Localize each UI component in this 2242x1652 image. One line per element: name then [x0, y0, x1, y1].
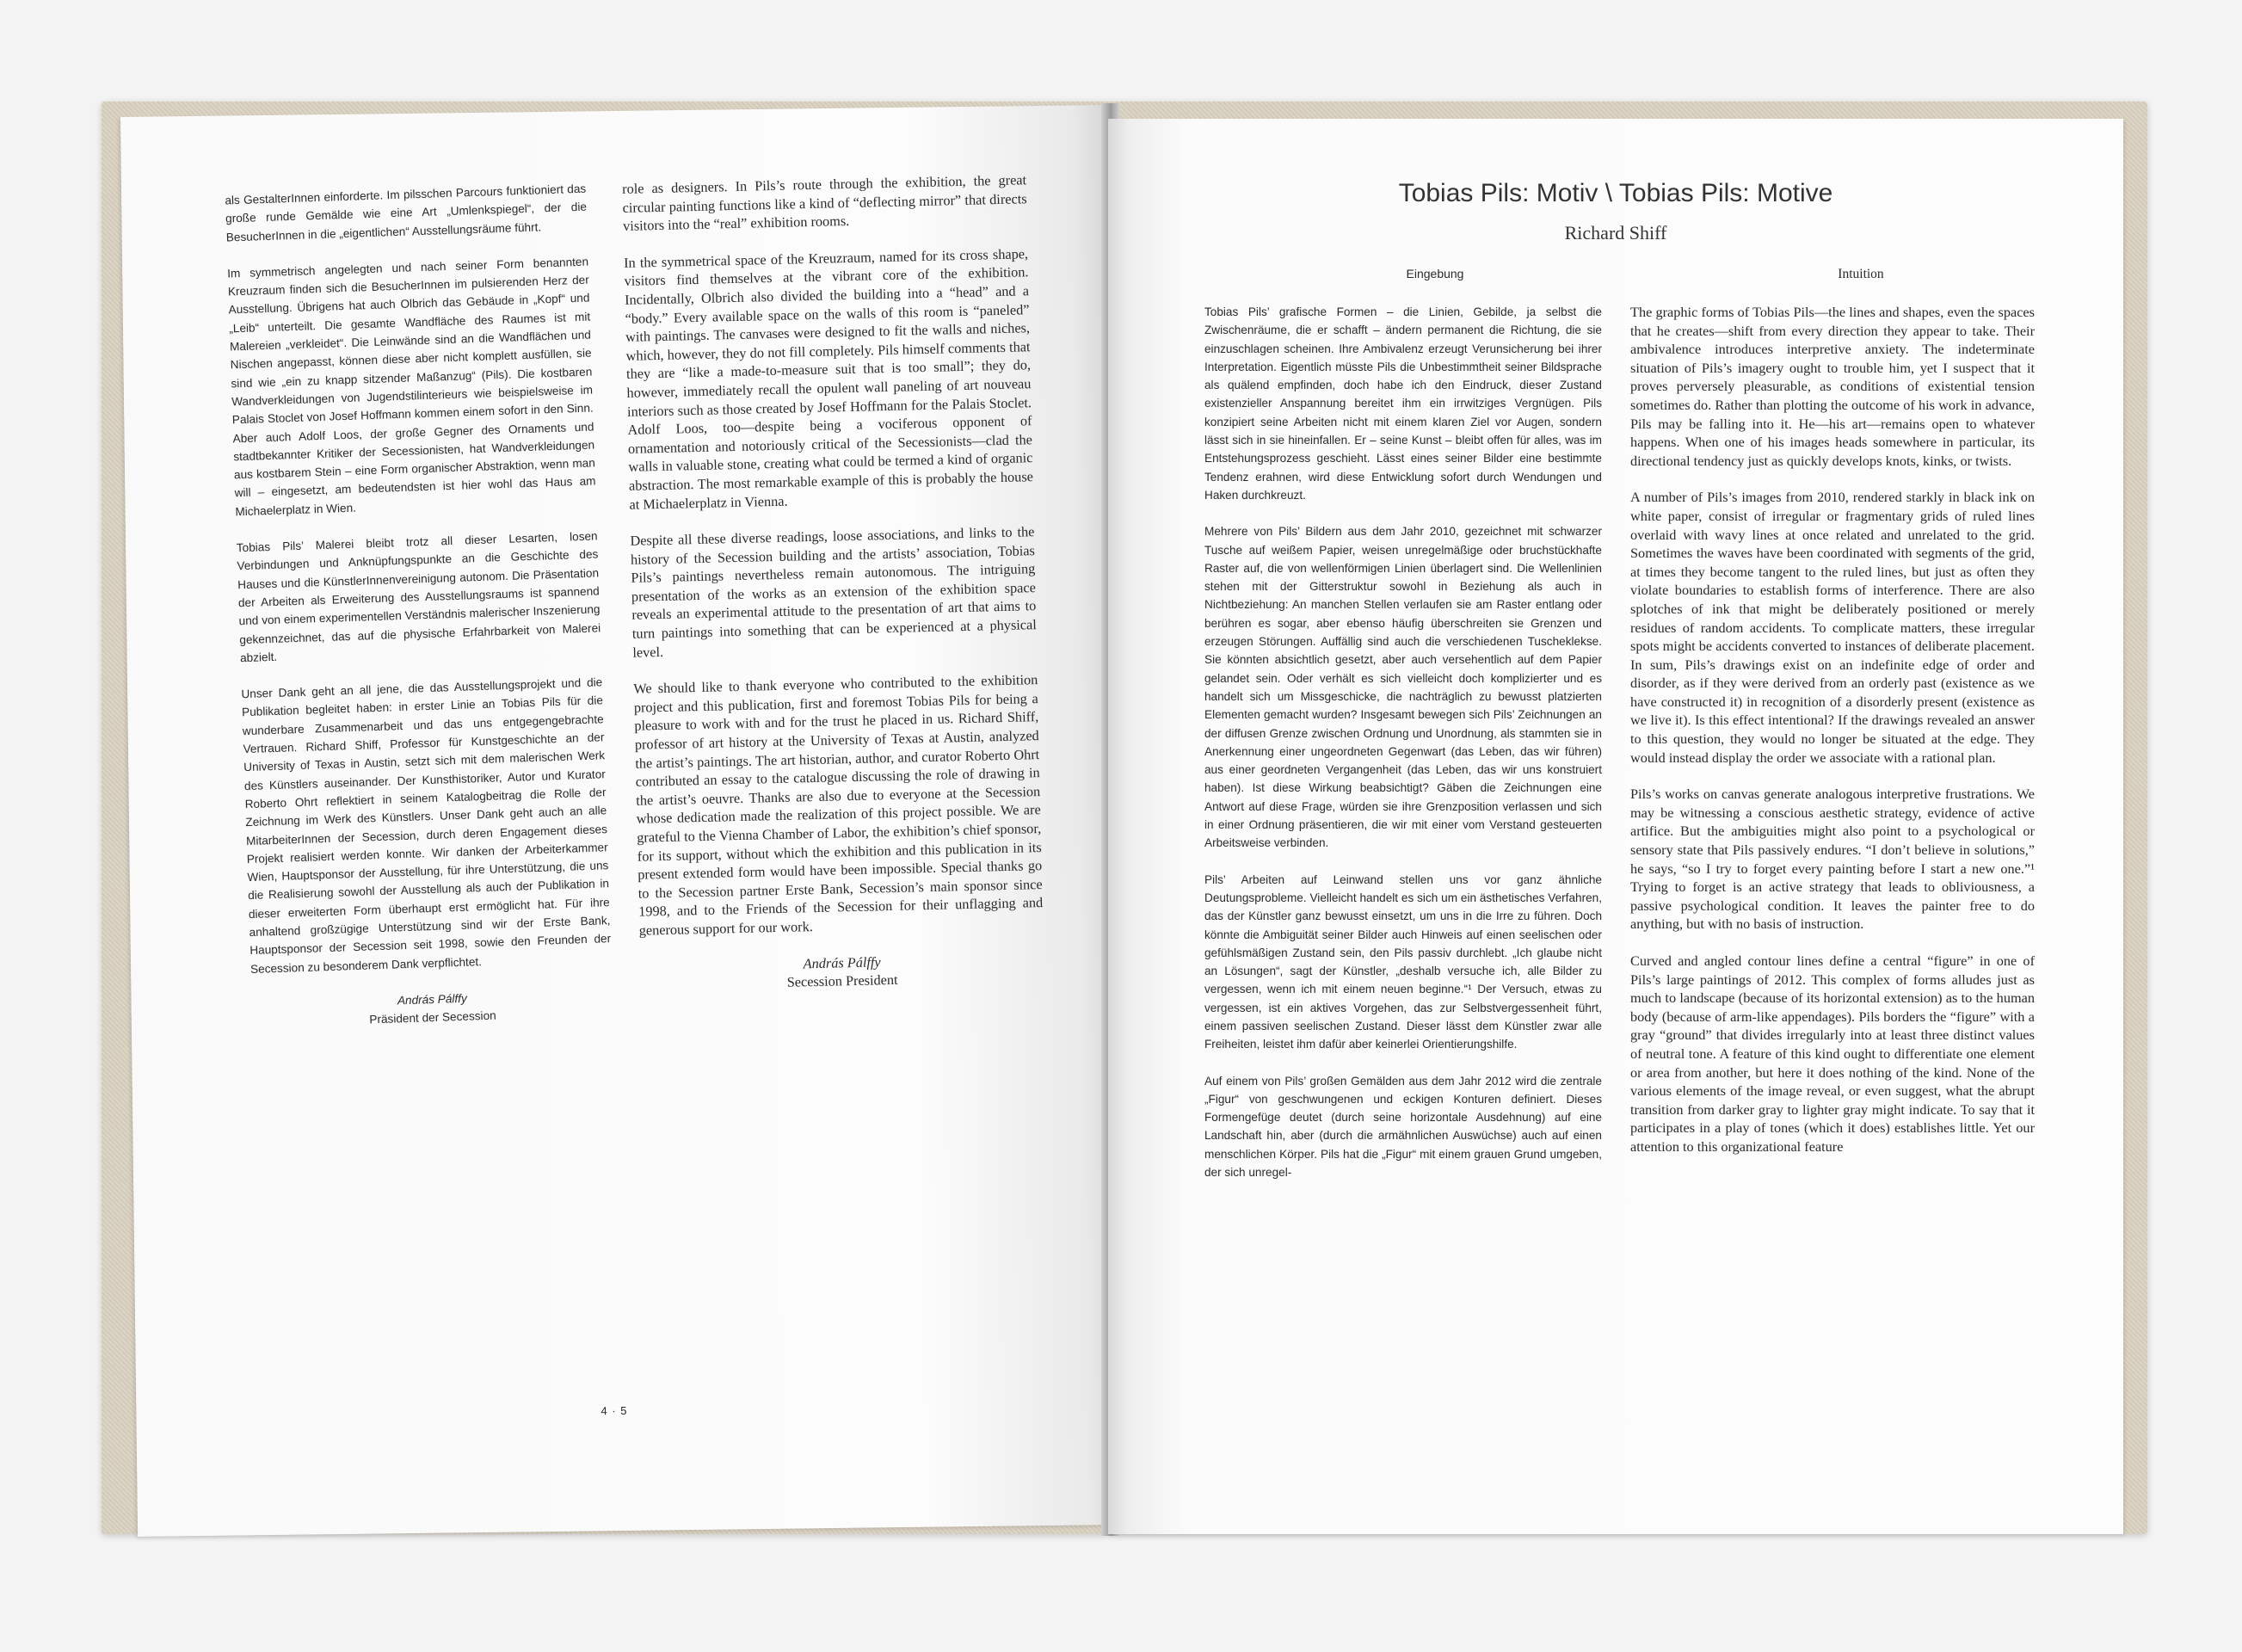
right-german-column — [1204, 303, 1602, 1199]
paragraph: Despite all these diverse readings, loose associations, and links to the history of the Secession building and the artists’ association, Tobias Pils’s paintings nevertheless remain autonomous. The intriguing presentation of the works as an extension of the exhibition space reveals an experimental attitude to the presentation of art that aims to turn paintings into something that can be experienced at a physical level. — [630, 523, 1038, 661]
essay-author: Richard Shiff — [1564, 222, 1667, 243]
essay-title: Tobias Pils: Motiv \ Tobias Pils: Motive — [1398, 179, 1833, 207]
paragraph: Pils’s works on canvas generate analogous interpretive frustrations. We may be witnessing a conscious aesthetic strategy, evidence of active artifice. But the ambiguities might also point to a psychological or sensory state that Pils passively endures. “I don’t believe in solutions,” he says, “so I try to forget every painting before I start a new one.”¹ Trying to forget is an active strategy that leads to obliviousness, a passive psychological condition. It leaves the painter free to do anything, but with no basis of instruction. — [1630, 786, 2035, 933]
signature-name: András Pálffy — [397, 991, 467, 1008]
signature-role: Präsident der Secession — [369, 1008, 496, 1026]
signature-block — [639, 949, 1044, 996]
left-page — [120, 105, 1120, 1537]
paragraph: Im symmetrisch angelegten und nach seiner Form benannten Kreuzraum finden sich die BesucherInnen im pulsierenden Herz der Ausstellung. Übrigens hat auch Olbrich das Gebäude in „Kopf“ und „Leib“ unterteilt. Die gesamte Wandfläche des Raumes ist mit Malereien „verkleidet“. Die Leinwände sind an die Wandflächen und Nischen angepasst, können diese aber nicht komplett ausfüllen, sie sind wie „ein zu knapp sitzender Maßanzug“ (Pils). Die kostbaren Wandverkleidungen von Jugendstilinterieurs wie beispielsweise im Palais Stoclet von Josef Hoffmann kommen einem sofort in den Sinn. Aber auch Adolf Loos, der große Gegner des Ornaments und stadtbekannter Kritiker der Secessionisten, hat Wandverkleidungen aus kostbarem Stein – eine Form organischer Abstraktion, wenn man will – eingesetzt, am bedeutendsten ist hier wohl das Haus am Michaelerplatz in Wien. — [226, 255, 596, 519]
german-section-heading: Eingebung — [1406, 267, 1464, 280]
english-section-heading: Intuition — [1838, 267, 1884, 281]
paragraph: In the symmetrical space of the Kreuzraum, named for its cross shape, visitors find themselves at the vibrant core of the exhibition. Incidentally, Olbrich also divided the building into a “head” and a “body.” Every available space on the walls of this room is “paneled” with paintings. The canvases were designed to fit the walls and niches, which, however, they do not fill completely. Pils himself comments that they are “like a made-to-measure suit that is too small”; they do, however, immediately recall the opulent wall paneling of art nouveau interiors such as those created by Josef Hoffmann for the Palais Stoclet. Adolf Loos, too—despite being a vociferous opponent of ornamentation and notoriously critical of the Secessionists—clad the walls in valuable stone, creating what could be termed a kind of organic abstraction. The most remarkable example of this is probably the house at Michaelerplatz in Vienna. — [623, 244, 1034, 513]
right-english-column — [1630, 303, 2035, 1174]
paragraph: Unser Dank geht an all jene, die das Ausstellungsprojekt und die Publikation begleitet haben: in erster Linie an Tobias Pils für die wunderbare Zusammenarbeit und das uns entgegengebrachte Vertrauen. Richard Shiff, Professor für Kunstgeschichte an der University of Texas in Austin, setzt sich mit dem malerischen Werk des Künstlers auseinander. Der Kunsthistoriker, Autor und Kurator Roberto Ohrt reflektiert in seinem Katalogbeitrag die Rolle der Zeichnung im Werk des Künstlers. Unser Dank geht auch an alle MitarbeiterInnen der Secession, durch deren Engagement dieses Projekt realisiert werden konnte. Wir danken der Arbeiterkammer Wien, Hauptsponsor der Ausstellung, für ihre Unterstützung, die uns die Realisierung sowohl der Ausstellung als auch der Publikation in dieser erweiterten Form überhaupt erst ermöglicht hat. Für ihre anhaltend großzügige Unterstützung sind wir der Erste Bank, Hauptsponsor der Secession seit 1998, sowie den Freunden der Secession zu besonderem Dank verpflichtet. — [241, 675, 612, 976]
left-german-column — [225, 180, 613, 1033]
page-number: 4 · 5 — [601, 1403, 628, 1418]
paragraph: Tobias Pils’ grafische Formen – die Linien, Gebilde, ja selbst die Zwischenräume, die er schafft – ändern permanent die Richtung, die sie einzuschlagen scheinen. Ihre Ambivalenz erzeugt Verunsicherung bei ihrer Interpretation. Eigentlich müsste Pils die Unbestimmtheit seiner Bildsprache als quälend empfinden, doch habe ich den Eindruck, dieser Zustand existenzieller Anspannung bereitet ihm ein irrwitziges Vergnügen. Pils konzipiert seine Arbeiten nicht mit einem klaren Ziel vor Augen, sondern lässt sich in sie hineinfallen. Er – seine Kunst – bleibt offen für alles, was im Entstehungsprozess geschieht. Lässt eines seiner Bilder eine bestimmte Tendenz erahnen, wird diese Entwicklung sofort durch Wendungen und Haken durchkreuzt. — [1204, 305, 1602, 502]
paragraph: Tobias Pils’ Malerei bleibt trotz all dieser Lesarten, losen Verbindungen und Anknüpfungspunkte an die Geschichte des Hauses und die KünstlerInnenvereinigung autonom. Die Präsentation der Arbeiten als Erweiterung des Ausstellungsraums ist spannend und von einem experimentellen Verständnis malerischer Inszenierung gekennzeichnet, das auf die physische Erfahrbarkeit von Malerei abzielt. — [236, 529, 601, 665]
paragraph: Mehrere von Pils’ Bildern aus dem Jahr 2010, gezeichnet mit schwarzer Tusche auf weißem Papier, weisen unregelmäßige oder bruchstückhafte Raster auf, die von wellenförmigen Linien überlagert sind. Die Wellenlinien stehen mit der Gitterstruktur sowohl in Beziehung als auch in Nichtbeziehung: An manchen Stellen verlaufen sie am Raster entlang oder berühren es sogar, aber ebenso häufig überschreiten sie Grenzen und erzeugen Störungen. Auffällig sind auch die verschiedenen Tuscheklekse. Sie könnten absichtlich gesetzt, aber auch versehentlich auf dem Papier gelandet sein. Oder verhält es sich vielleicht doch komplizierter und es handelt sich um Missgeschicke, die nachträglich zu bewusst platzierten Elementen gemacht wurden? Insgesamt bewegen sich Pils’ Zeichnungen an der diffusen Grenze zwischen Ordnung und Unordnung, als stammten sie in Anerkennung einer ungeordneten Gegenwart (das Leben, das wir führen) aus einer geordneten Vergangenheit (das Leben, das wir uns konstruiert haben). Ist diese Wirkung beabsichtigt? Gäben die Zeichnungen eine Antwort auf diese Frage, würden sie ihre Grenzposition verlassen und sich in einer Ordnung präsentieren, die wir mit einer vom Verstand gesteuerten Arbeitsweise verbinden. — [1204, 525, 1602, 850]
paragraph: The graphic forms of Tobias Pils—the lines and shapes, even the spaces that he creates—shift from every direction they appear to take. Their ambivalence introduces interpretive anxiety. The indeterminate situation of Pils’s imagery ought to trouble him, yet I suspect that it proves perversely pleasurable, as conditions of existential tension sometimes do. Rather than plotting the outcome of his work in advance, Pils may be falling into it. He—his art—remains open to whatever happens. When one of his images heads somewhere in particular, its directional tendency just as quickly develops knots, kinks, or twists. — [1630, 304, 2035, 469]
signature-block — [251, 984, 613, 1032]
paragraph: A number of Pils’s images from 2010, rendered starkly in black ink on white paper, consist of irregular or fragmentary grids of ruled lines overlaid with wavy lines at once related and unrelated to the grid. Sometimes the waves have been coordinated with segments of the grid, at times they become tangent to the ruled lines, but just as often they violate boundaries to establish forms of interference. There are also splotches of ink that might be deliberately positioned or merely residues of random accidents. To complicate matters, these irregular spots might be accidents converted to instances of deliberate placement. In sum, Pils’s drawings exist on an indefinite edge of order and disorder, as if they were derived from an orderly past (existence as we have constructed it) in recognition of a disorderly present (existence as we live it). Is this effect intentional? If the drawings revealed an answer to this question, they would no longer be situated at the edge. They would instead display the order we associate with a rational plan. — [1630, 489, 2035, 766]
paragraph: We should like to thank everyone who contributed to the exhibition project and this publication, first and foremost Tobias Pils for being a pleasure to work with and for the trust he placed in us. Richard Shiff, professor of art history at the University of Texas at Austin, analyzed the artist’s paintings. The art historian, author, and curator Roberto Ohrt contributed an essay to the catalogue discussing the role of drawing in the artist’s oeuvre. Thanks are also due to everyone at the Secession whose dedication made the realization of this project possible. We are grateful to the Vienna Chamber of Labor, the exhibition’s chief sponsor, for its support, without which the exhibition and this publication in its present extended form would have been impossible. Special thanks go to the Secession partner Erste Bank, Secession’s main sponsor since 1998, and to the Friends of the Secession for their unflagging and generous support for our work. — [633, 671, 1044, 939]
right-page — [1108, 119, 2123, 1534]
paragraph: Auf einem von Pils’ großen Gemälden aus dem Jahr 2012 wird die zentrale „Figur“ von geschwungenen und eckigen Konturen definiert. Dieses Formengefüge deutet (durch seine horizontale Ausdehnung) auf eine Landschaft hin, aber (durch die armähnlichen Auswüchse) auch auf einen menschlichen Körper. Pils hat die „Figur“ mit einem grauen Grund umgeben, der sich unregel- — [1204, 1074, 1602, 1180]
paragraph: Curved and angled contour lines define a central “figure” in one of Pils’s large paintings of 2012. This complex of forms alludes just as much to landscape (because of its horizontal extension) as to the human body (because of arm-like appendages). Pils borders the “figure” with a gray “ground” that divides irregularly into at least three distinct values of neutral tone. A feature of this kind ought to differentiate one element or area from another, but here it does nothing of the kind. None of the various elements of the image reveal, or even suggest, what the abrupt transition from darker gray to lighter gray might indicate. To say that it participates in a play of tones (which it does) establishes little. Yet our attention to this organizational feature — [1630, 952, 2035, 1155]
signature-role: Secession President — [786, 971, 898, 990]
paragraph: role as designers. In Pils’s route through the exhibition, the great circular painting functions like a kind of “deflecting mirror” that directs visitors into the “real” exhibition rooms. — [621, 171, 1027, 235]
signature-name: András Pálffy — [803, 952, 881, 971]
paragraph: als GestalterInnen einforderte. Im pilsschen Parcours funktioniert das große runde Gemälde wie eine Art „Umlenkspiegel“, der die BesucherInnen in die „eigentlichen“ Ausstellungsräume führt. — [225, 182, 588, 244]
left-english-column — [622, 170, 1044, 995]
paragraph: Pils’ Arbeiten auf Leinwand stellen uns vor ganz ähnliche Deutungsprobleme. Vielleicht handelt es sich um ein ästhetisches Verfahren, das der Künstler ganz bewusst einsetzt, um uns in die Irre zu führen. Doch könnte die Ambiguität seiner Bilder auch Hinweis auf einen seelischen oder gefühlsmäßigen Zustand sein, den Pils passiv durchlebt. „Ich glaube nicht an Lösungen“, sagt der Künstler, „deshalb versuche ich, alle Bilder zu vergessen, wenn ich mit einem neuen beginne.“¹ Der Versuch, etwas zu vergessen, ist ein aktives Vorgehen, das zur Selbstvergessenheit führt, einem passiven seelischen Zustand. Dieser lässt dem Künstler zwar alle Freiheiten, leistet ihm dafür aber keinerlei Orientierungshilfe. — [1204, 872, 1602, 1051]
